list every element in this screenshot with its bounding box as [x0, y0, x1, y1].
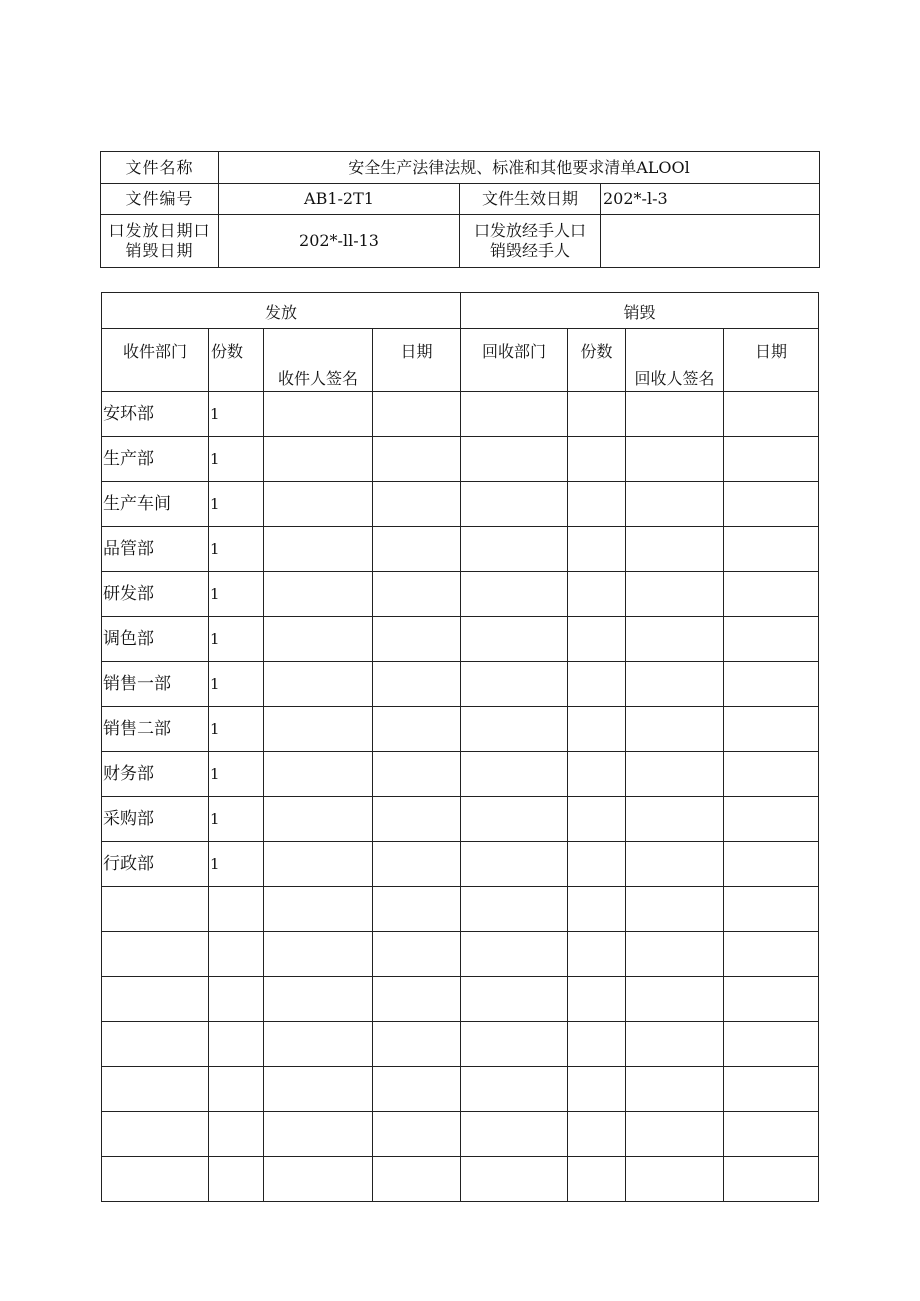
table-row — [102, 482, 819, 527]
date-cell[interactable] — [373, 887, 461, 932]
return-dept-cell[interactable] — [461, 482, 568, 527]
column-header-row — [102, 329, 819, 392]
return-dept-cell[interactable] — [461, 617, 568, 662]
return-date-cell[interactable] — [724, 842, 819, 887]
date-cell[interactable] — [373, 932, 461, 977]
return-copies-cell[interactable] — [568, 1067, 626, 1112]
return-copies-cell[interactable] — [568, 527, 626, 572]
issue-date-label-line2: 销毁日期 — [125, 241, 194, 260]
copies-cell — [209, 977, 264, 1022]
issue-row — [101, 215, 820, 268]
recv-sign-cell[interactable] — [264, 527, 373, 572]
recv-sign-cell[interactable] — [264, 1067, 373, 1112]
col-return-dept: 回收部门 — [461, 329, 568, 392]
return-date-cell[interactable] — [724, 572, 819, 617]
date-cell[interactable] — [373, 1067, 461, 1112]
recv-sign-cell[interactable] — [264, 1157, 373, 1202]
recv-dept-cell — [102, 887, 209, 932]
return-date-cell[interactable] — [724, 617, 819, 662]
recv-dept-cell: 安环部 — [102, 392, 209, 437]
issue-date-label — [101, 215, 219, 268]
copies-cell: 1 — [209, 752, 264, 797]
date-cell[interactable] — [373, 482, 461, 527]
date-cell[interactable] — [373, 437, 461, 482]
return-date-cell[interactable] — [724, 887, 819, 932]
return-dept-cell[interactable] — [461, 707, 568, 752]
recv-sign-cell[interactable] — [264, 617, 373, 662]
recv-sign-cell[interactable] — [264, 437, 373, 482]
table-row — [102, 1022, 819, 1067]
return-copies-cell[interactable] — [568, 797, 626, 842]
table-row — [102, 932, 819, 977]
col-return-copies: 份数 — [568, 329, 626, 392]
col-date: 日期 — [373, 329, 461, 392]
return-dept-cell[interactable] — [461, 1157, 568, 1202]
return-sign-cell[interactable] — [626, 842, 724, 887]
table-row — [102, 392, 819, 437]
recv-dept-cell: 财务部 — [102, 752, 209, 797]
return-date-cell[interactable] — [724, 1112, 819, 1157]
copies-cell: 1 — [209, 437, 264, 482]
return-dept-cell[interactable] — [461, 797, 568, 842]
return-copies-cell[interactable] — [568, 707, 626, 752]
recv-dept-cell: 销售二部 — [102, 707, 209, 752]
return-copies-cell[interactable] — [568, 887, 626, 932]
recv-dept-cell: 销售一部 — [102, 662, 209, 707]
destroy-section-header: 销毁 — [461, 293, 819, 329]
handler-label-line1: 口发放经手人口 — [473, 221, 586, 240]
return-dept-cell[interactable] — [461, 1067, 568, 1112]
table-row — [102, 662, 819, 707]
table-row — [102, 572, 819, 617]
copies-cell: 1 — [209, 482, 264, 527]
table-row — [102, 707, 819, 752]
date-cell[interactable] — [373, 707, 461, 752]
return-dept-cell[interactable] — [461, 1022, 568, 1067]
table-row — [102, 617, 819, 662]
return-sign-cell[interactable] — [626, 1067, 724, 1112]
return-dept-cell[interactable] — [461, 662, 568, 707]
recv-sign-cell[interactable] — [264, 977, 373, 1022]
return-copies-cell[interactable] — [568, 617, 626, 662]
handler-label — [460, 215, 601, 268]
copies-cell — [209, 932, 264, 977]
copies-cell: 1 — [209, 842, 264, 887]
return-copies-cell[interactable] — [568, 437, 626, 482]
return-date-cell[interactable] — [724, 797, 819, 842]
return-copies-cell[interactable] — [568, 572, 626, 617]
return-date-cell[interactable] — [724, 527, 819, 572]
return-date-cell[interactable] — [724, 1067, 819, 1112]
return-copies-cell[interactable] — [568, 1022, 626, 1067]
return-sign-cell[interactable] — [626, 797, 724, 842]
return-dept-cell[interactable] — [461, 977, 568, 1022]
date-cell[interactable] — [373, 392, 461, 437]
return-sign-cell[interactable] — [626, 887, 724, 932]
copies-cell: 1 — [209, 392, 264, 437]
return-dept-cell[interactable] — [461, 932, 568, 977]
recv-dept-cell: 调色部 — [102, 617, 209, 662]
return-sign-cell[interactable] — [626, 752, 724, 797]
handler-value[interactable] — [601, 215, 820, 268]
recv-sign-cell[interactable] — [264, 662, 373, 707]
return-date-cell[interactable] — [724, 482, 819, 527]
recv-dept-cell — [102, 977, 209, 1022]
section-header-row — [102, 293, 819, 329]
date-cell[interactable] — [373, 1112, 461, 1157]
issue-section-header: 发放 — [102, 293, 461, 329]
return-sign-cell[interactable] — [626, 932, 724, 977]
table-row — [102, 527, 819, 572]
recv-dept-cell — [102, 932, 209, 977]
return-date-cell[interactable] — [724, 752, 819, 797]
recv-dept-cell — [102, 1022, 209, 1067]
date-cell[interactable] — [373, 1022, 461, 1067]
return-sign-cell[interactable] — [626, 572, 724, 617]
return-copies-cell[interactable] — [568, 482, 626, 527]
return-sign-cell[interactable] — [626, 617, 724, 662]
copies-cell — [209, 1022, 264, 1067]
recv-sign-cell[interactable] — [264, 482, 373, 527]
return-date-cell[interactable] — [724, 437, 819, 482]
return-date-cell[interactable] — [724, 392, 819, 437]
return-sign-cell[interactable] — [626, 977, 724, 1022]
return-date-cell[interactable] — [724, 932, 819, 977]
file-code-label: 文件编号 — [101, 184, 219, 215]
file-name-value: 安全生产法律法规、标准和其他要求清单ALOOl — [219, 152, 820, 184]
return-copies-cell[interactable] — [568, 932, 626, 977]
return-date-cell[interactable] — [724, 707, 819, 752]
effective-date-label: 文件生效日期 — [460, 184, 601, 215]
distribution-table — [101, 292, 819, 1202]
return-date-cell[interactable] — [724, 1022, 819, 1067]
recv-sign-cell[interactable] — [264, 932, 373, 977]
return-copies-cell[interactable] — [568, 842, 626, 887]
file-name-row — [101, 152, 820, 184]
table-row — [102, 797, 819, 842]
recv-dept-cell — [102, 1112, 209, 1157]
return-copies-cell[interactable] — [568, 662, 626, 707]
table-row — [102, 977, 819, 1022]
return-date-cell[interactable] — [724, 1157, 819, 1202]
return-dept-cell[interactable] — [461, 572, 568, 617]
recv-dept-cell: 生产部 — [102, 437, 209, 482]
return-copies-cell[interactable] — [568, 1112, 626, 1157]
file-code-row — [101, 184, 820, 215]
return-sign-cell[interactable] — [626, 392, 724, 437]
col-copies: 份数 — [209, 329, 264, 392]
date-cell[interactable] — [373, 752, 461, 797]
copies-cell — [209, 1067, 264, 1112]
return-sign-cell[interactable] — [626, 1112, 724, 1157]
effective-date-value: 202*-l-3 — [601, 184, 820, 215]
copies-cell: 1 — [209, 617, 264, 662]
return-date-cell[interactable] — [724, 662, 819, 707]
return-dept-cell[interactable] — [461, 887, 568, 932]
recv-sign-cell[interactable] — [264, 842, 373, 887]
date-cell[interactable] — [373, 572, 461, 617]
table-row — [102, 1157, 819, 1202]
table-row — [102, 1112, 819, 1157]
return-date-cell[interactable] — [724, 977, 819, 1022]
table-row — [102, 842, 819, 887]
return-copies-cell[interactable] — [568, 752, 626, 797]
recv-dept-cell: 采购部 — [102, 797, 209, 842]
copies-cell: 1 — [209, 572, 264, 617]
return-sign-cell[interactable] — [626, 1022, 724, 1067]
return-copies-cell[interactable] — [568, 1157, 626, 1202]
col-recv-dept: 收件部门 — [102, 329, 209, 392]
date-cell[interactable] — [373, 1157, 461, 1202]
copies-cell: 1 — [209, 707, 264, 752]
date-cell[interactable] — [373, 527, 461, 572]
file-name-label: 文件名称 — [101, 152, 219, 184]
table-row — [102, 1067, 819, 1112]
recv-dept-cell: 生产车间 — [102, 482, 209, 527]
date-cell[interactable] — [373, 617, 461, 662]
recv-sign-cell[interactable] — [264, 887, 373, 932]
issue-date-label-line1: 口发放日期口 — [108, 221, 211, 240]
return-dept-cell[interactable] — [461, 842, 568, 887]
distribution-rows — [102, 392, 819, 1202]
recv-dept-cell: 品管部 — [102, 527, 209, 572]
copies-cell — [209, 1157, 264, 1202]
return-dept-cell[interactable] — [461, 437, 568, 482]
return-dept-cell[interactable] — [461, 1112, 568, 1157]
recv-sign-cell[interactable] — [264, 797, 373, 842]
return-sign-cell[interactable] — [626, 482, 724, 527]
date-cell[interactable] — [373, 797, 461, 842]
file-info-table — [100, 151, 820, 268]
recv-sign-cell[interactable] — [264, 572, 373, 617]
copies-cell: 1 — [209, 797, 264, 842]
copies-cell: 1 — [209, 527, 264, 572]
col-return-date: 日期 — [724, 329, 819, 392]
return-dept-cell[interactable] — [461, 752, 568, 797]
col-recv-sign: 收件人签名 — [264, 329, 373, 392]
return-dept-cell[interactable] — [461, 527, 568, 572]
recv-dept-cell — [102, 1067, 209, 1112]
date-cell[interactable] — [373, 842, 461, 887]
handler-label-line2: 销毁经手人 — [489, 241, 570, 260]
recv-sign-cell[interactable] — [264, 752, 373, 797]
recv-sign-cell[interactable] — [264, 392, 373, 437]
table-row — [102, 437, 819, 482]
recv-dept-cell — [102, 1157, 209, 1202]
return-sign-cell[interactable] — [626, 527, 724, 572]
return-copies-cell[interactable] — [568, 392, 626, 437]
return-dept-cell[interactable] — [461, 392, 568, 437]
return-sign-cell[interactable] — [626, 707, 724, 752]
recv-dept-cell: 研发部 — [102, 572, 209, 617]
return-sign-cell[interactable] — [626, 437, 724, 482]
return-sign-cell[interactable] — [626, 1157, 724, 1202]
table-row — [102, 887, 819, 932]
recv-sign-cell[interactable] — [264, 1112, 373, 1157]
copies-cell — [209, 887, 264, 932]
file-code-value: AB1-2T1 — [219, 184, 460, 215]
table-row — [102, 752, 819, 797]
date-cell[interactable] — [373, 662, 461, 707]
copies-cell — [209, 1112, 264, 1157]
issue-date-value: 202*-ll-13 — [219, 215, 460, 268]
recv-sign-cell[interactable] — [264, 1022, 373, 1067]
col-return-sign: 回收人签名 — [626, 329, 724, 392]
recv-dept-cell: 行政部 — [102, 842, 209, 887]
copies-cell: 1 — [209, 662, 264, 707]
return-copies-cell[interactable] — [568, 977, 626, 1022]
recv-sign-cell[interactable] — [264, 707, 373, 752]
date-cell[interactable] — [373, 977, 461, 1022]
return-sign-cell[interactable] — [626, 662, 724, 707]
